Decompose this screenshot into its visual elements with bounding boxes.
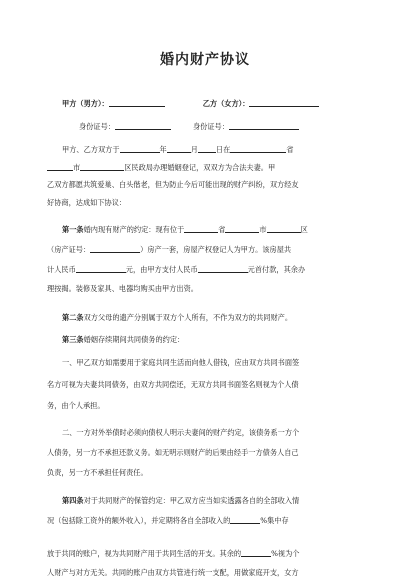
- party-a-id-blank: [115, 121, 171, 130]
- article-4-line-2: 况（包括除工资外的额外收入），并定期将各自全部收入的 %集中存: [47, 516, 289, 525]
- article-3-p1-line-3: 务，由个人承担。: [47, 401, 105, 410]
- article-3: 第三条婚姻存续期间共同债务的约定：: [62, 335, 185, 344]
- intro-line-1: 甲方、乙方双方于 年 月 日在 省: [62, 145, 294, 154]
- article-3-p2-line-1: 二、一方对外举债时必须向债权人明示夫妻间的财产约定，该债务系一方个: [62, 428, 300, 437]
- party-b-label: 乙方（女方）：: [202, 99, 250, 108]
- article-4-label: 第四条: [62, 496, 84, 505]
- party-b-id-label: 身份证号：: [192, 122, 229, 131]
- article-3-p2-line-3: 负责，另一方不承担任何责任。: [47, 468, 148, 477]
- party-a-blank: [109, 98, 165, 107]
- article-4-line-3: 放于共同的账户，视为共同财产用于共同生活的开支。其余的 %视为个: [47, 549, 300, 558]
- article-1-line-3: 计人民币 元，由甲方支付人民币 元首付款，其余办: [47, 265, 306, 274]
- article-3-p2-line-2: 人债务，另一方不承担还款义务。如无明示则财产的后果由经手一方债务人自己: [47, 448, 299, 457]
- article-1-line-4: 理按揭。装修及家具、电器均购买由甲方出资。: [47, 284, 198, 293]
- article-3-p1-line-1: 一、甲乙双方如需要用于家庭共同生活而向他人借钱，应由双方共同书面签: [62, 358, 300, 367]
- document-title: 婚内财产协议: [160, 52, 250, 68]
- party-b-id-blank: [229, 121, 299, 130]
- intro-line-2: 市 区民政局办理婚姻登记，双双方为合法夫妻。甲: [47, 162, 367, 172]
- article-4-line-4: 人财产与对方无关。共同的账户由双方共管进行统一支配，用做家庭开支，女方: [47, 568, 299, 577]
- id-line: [79, 121, 399, 131]
- party-line: [62, 98, 382, 108]
- article-3-p1-line-2: 名方可视为夫妻共同债务，由双方共同偿还，无双方共同书面签名则视为个人债: [47, 380, 299, 389]
- party-a-label: 甲方（男方）：: [62, 99, 109, 108]
- intro-line-4: 好协商，达成如下协议：: [47, 198, 127, 207]
- article-2: 第二条双方父母的遗产分别属于双方个人所有，不作为双方的共同财产。: [62, 313, 293, 322]
- intro-line-3: 乙双方都愿共筑爱巢、白头偕老，但为防止今后可能出现的财产纠纷，双方经友: [47, 180, 299, 189]
- article-2-label: 第二条: [62, 313, 84, 322]
- article-4-line-1: 第四条对于共同财产的保管约定：甲乙双方应当如实透露各自的全部收入情: [62, 496, 300, 505]
- party-a-id-label: 身份证号：: [79, 122, 115, 131]
- article-1-line-2: （房产证号： ）房产一套，房屋产权登记人为甲方。该房屋共: [47, 245, 292, 254]
- article-3-label: 第三条: [62, 335, 84, 344]
- article-1-label: 第一条: [62, 225, 84, 234]
- party-b-blank: [249, 98, 319, 107]
- article-1-line-1: 第一条婚内现有财产的约定：现有位于 省 市 区: [62, 225, 308, 234]
